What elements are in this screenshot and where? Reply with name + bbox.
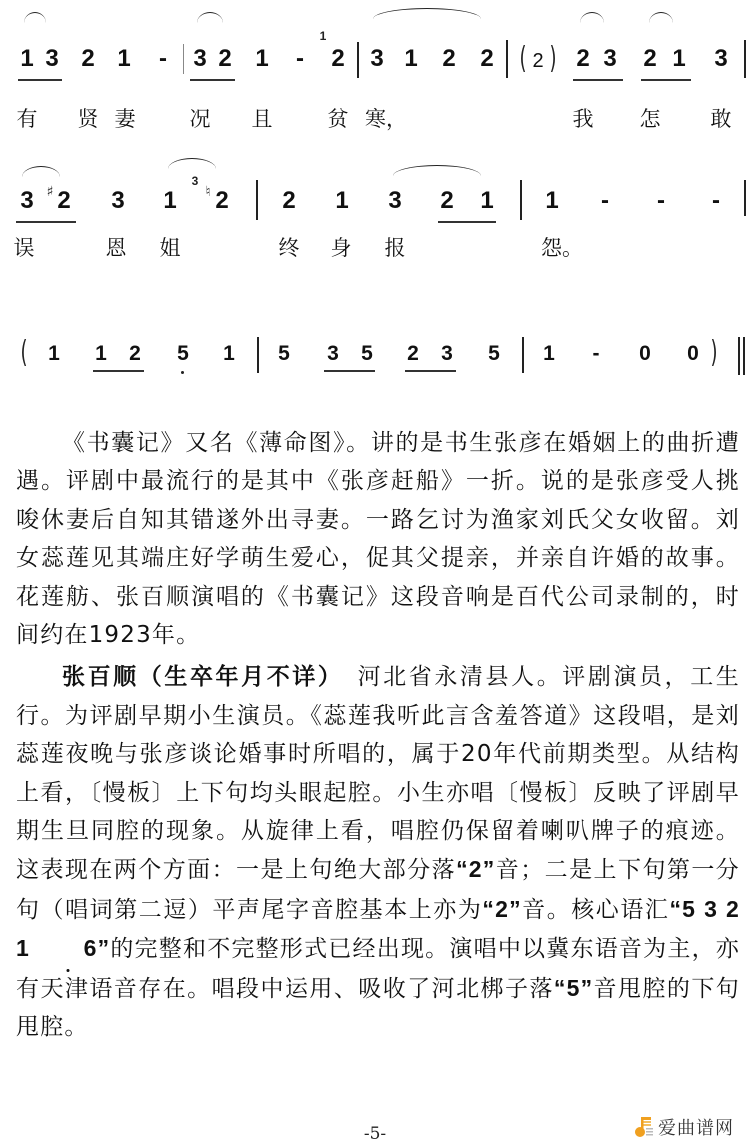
note: 5 <box>361 342 373 365</box>
note: 1 <box>255 45 269 72</box>
barline <box>357 42 359 78</box>
note: 3 <box>45 45 59 72</box>
quoted-note: “2” <box>482 895 522 922</box>
close-paren: ) <box>549 41 557 76</box>
lyric: 贫 <box>327 107 349 131</box>
note: 1 <box>117 45 131 72</box>
dash: - <box>296 45 304 72</box>
text: 的完整和不完整形式已经出现。演唱中以冀东语音为主，亦有天津语音存在。唱段中运用、吸收了河北梆子落 <box>16 936 740 1002</box>
paragraph-intro: 《书囊记》又名《薄命图》。讲的是书生张彦在婚姻上的曲折遭遇。评剧中最流行的是其中《张彦赶船》一折。说的是张彦受人挑唆休妻后自知其错遂外出寻妻。一路乞讨为渔家刘氏父女收留。刘女蕊莲见其端庄好学萌生爱心，促其父提亲，并亲自许婚的故事。花莲舫、张百顺演唱的《书囊记》这段音响是百代公司录制的，时间约在1923年。 <box>16 430 740 649</box>
note: 2 <box>129 342 141 365</box>
note: 1 <box>335 187 349 214</box>
lyric: 有 <box>16 107 38 131</box>
lyric: 报 <box>384 236 406 260</box>
barline <box>744 180 746 216</box>
note: 1 <box>404 45 418 72</box>
slur <box>373 8 481 19</box>
note: 3 <box>111 187 125 214</box>
note: 2 <box>480 45 494 72</box>
lyric: 寒， <box>365 107 407 131</box>
note: 0 <box>687 342 699 365</box>
underline <box>641 79 691 81</box>
underline <box>324 370 375 372</box>
lyric: 身 <box>330 236 352 260</box>
lyric: 终 <box>278 236 300 260</box>
page-number: -5- <box>363 1124 387 1144</box>
barline <box>257 337 259 373</box>
slur <box>649 12 673 23</box>
lyric: 况 <box>189 107 211 131</box>
barline <box>256 180 258 220</box>
note: 1 <box>545 187 559 214</box>
dash: - <box>159 45 167 72</box>
note: 3 <box>193 45 207 72</box>
note: 2 <box>440 187 454 214</box>
close-paren: ) <box>710 335 718 370</box>
note: 2 <box>81 45 95 72</box>
underline <box>93 370 144 372</box>
note: 3 <box>327 342 339 365</box>
dash: - <box>601 187 609 214</box>
note: 5 <box>278 342 290 365</box>
paragraph-biography <box>16 658 740 1046</box>
text: 河北省永清县人。评剧演员，工生行。为评剧早期小生演员。《蕊莲我听此言含羞答道》这段唱，是刘蕊莲夜晚与张彦谈论婚事时所唱的，属于20年代前期类型。从结构上看，〔慢板〕上下句均头眼起腔。小生亦唱〔慢板〕反映了评剧早期生旦同腔的现象。从旋律上看，唱腔仍保留着喇叭牌子的痕迹。这表现在两个方面：一是上句绝大部分落 <box>16 664 741 884</box>
note: 5 <box>177 342 189 365</box>
note: 1 <box>543 342 555 365</box>
slur <box>24 12 46 23</box>
numbered-musical-notation <box>0 0 750 410</box>
motif-notes: “5 3 2 1 <box>16 895 741 962</box>
dash: - <box>712 187 720 214</box>
lyric: 贤 <box>77 107 99 131</box>
lyric: 怨。 <box>541 236 583 260</box>
dash: - <box>657 187 665 214</box>
bracketed-note: 2 <box>532 50 544 72</box>
open-paren: ( <box>20 335 28 370</box>
barline <box>520 180 522 220</box>
low-octave-note: 6 <box>38 929 98 967</box>
note: 2 <box>643 45 657 72</box>
barline <box>522 337 524 373</box>
lyric: 恩 <box>105 236 127 260</box>
slur <box>197 12 223 23</box>
slur <box>580 12 604 23</box>
lyric: 怎 <box>639 107 661 131</box>
note: 3 <box>370 45 384 72</box>
low-octave-dot <box>181 371 184 374</box>
slur <box>22 166 60 177</box>
underline <box>16 221 76 223</box>
watermark-text: 爱曲谱网 <box>658 1118 734 1139</box>
underline <box>18 79 62 81</box>
note: 1 <box>20 45 34 72</box>
text: 音甩腔的下句甩腔。 <box>16 975 740 1041</box>
note: 5 <box>488 342 500 365</box>
final-barline <box>743 337 745 375</box>
text: 音。核心语汇 <box>521 896 670 923</box>
quoted-note: “2” <box>456 856 496 883</box>
article-body <box>16 424 740 1047</box>
note: 2 <box>331 45 345 72</box>
watermark <box>634 1114 734 1140</box>
open-paren: ( <box>519 41 527 76</box>
underline <box>438 221 496 223</box>
note: 3 <box>20 187 34 214</box>
barline <box>183 44 184 74</box>
note: 1 <box>48 342 60 365</box>
final-barline <box>738 337 740 375</box>
note: 2 <box>442 45 456 72</box>
lyric: 误 <box>13 236 35 260</box>
note: 2 <box>576 45 590 72</box>
natural-sign: ♮ <box>205 184 211 200</box>
note: 2 <box>282 187 296 214</box>
dash: - <box>592 342 600 365</box>
quoted-note: “5” <box>553 974 594 1001</box>
music-note-icon <box>634 1116 654 1138</box>
note: 2 <box>407 342 419 365</box>
note: 3 <box>714 45 728 72</box>
underline <box>190 79 235 81</box>
lyric: 且 <box>251 107 273 131</box>
note: 1 <box>95 342 107 365</box>
note: 3 <box>603 45 617 72</box>
note: 1 <box>672 45 686 72</box>
lyric: 敢 <box>710 107 732 131</box>
slur <box>168 158 216 169</box>
slur <box>393 165 481 176</box>
note: 1 <box>163 187 177 214</box>
lyric: 姐 <box>159 236 181 260</box>
grace-note: 3 <box>191 174 199 188</box>
underline <box>573 79 623 81</box>
barline <box>744 40 746 78</box>
lyric: 我 <box>572 107 594 131</box>
note: 1 <box>480 187 494 214</box>
note: 2 <box>215 187 229 214</box>
note: 3 <box>388 187 402 214</box>
grace-note: 1 <box>319 29 327 43</box>
text: 音；二是上下句第一分句（唱词第二逗）平声尾字音腔基本上亦为 <box>16 857 740 923</box>
motif-close: ” <box>97 935 111 962</box>
note: 1 <box>223 342 235 365</box>
note: 3 <box>441 342 453 365</box>
note: 2 <box>57 187 71 214</box>
biography-heading: 张百顺（生卒年月不详） <box>62 664 332 691</box>
sharp-sign: ♯ <box>46 184 54 200</box>
note: 2 <box>218 45 232 72</box>
lyric: 妻 <box>114 107 136 131</box>
note: 0 <box>639 342 651 365</box>
barline <box>506 40 508 78</box>
underline <box>405 370 456 372</box>
